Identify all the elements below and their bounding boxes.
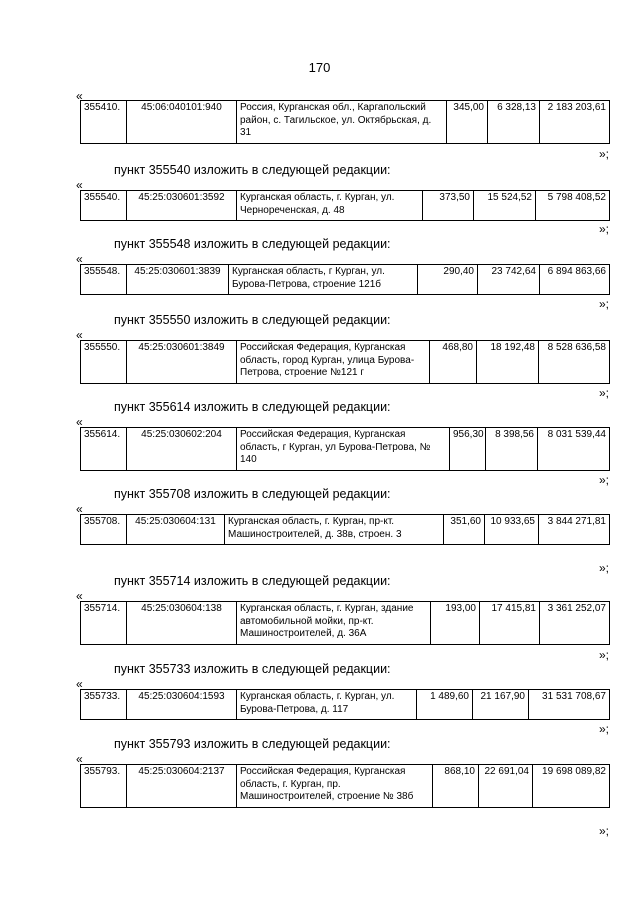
entry-block-355614	[0, 400, 639, 488]
area: 290,40	[418, 265, 478, 295]
close-quote: »;	[598, 824, 609, 838]
area: 373,50	[423, 191, 474, 221]
unit-value: 10 933,65	[485, 515, 539, 545]
area: 468,80	[430, 341, 477, 384]
intro-text: пункт 355614 изложить в следующей редакции:	[114, 400, 391, 414]
entry-table	[80, 689, 610, 720]
entry-block-355410	[0, 90, 639, 162]
open-quote: «	[76, 589, 83, 603]
cadastral-number: 45:25:030604:131	[127, 515, 225, 545]
table-row	[81, 765, 610, 808]
cadastral-number: 45:25:030604:1593	[127, 690, 237, 720]
cadastral-number: 45:06:040101:940	[127, 101, 237, 144]
unit-value: 22 691,04	[479, 765, 533, 808]
entry-table	[80, 514, 610, 545]
entry-table	[80, 100, 610, 144]
entry-number: 355540.	[81, 191, 127, 221]
cadastral-value: 6 894 863,66	[540, 265, 610, 295]
intro-text: пункт 355714 изложить в следующей редакции:	[114, 574, 391, 588]
address: Курганская область, г Курган, ул. Бурова-Петрова, строение 121б	[229, 265, 418, 295]
intro-text: пункт 355550 изложить в следующей редакции:	[114, 313, 391, 327]
cadastral-number: 45:25:030601:3849	[127, 341, 237, 384]
area: 868,10	[433, 765, 479, 808]
table-row	[81, 515, 610, 545]
cadastral-value: 31 531 708,67	[529, 690, 610, 720]
close-quote: »;	[598, 561, 609, 575]
area: 351,60	[444, 515, 485, 545]
cadastral-value: 3 361 252,07	[540, 602, 610, 645]
entry-block-355793	[0, 737, 639, 837]
open-quote: «	[76, 328, 83, 342]
cadastral-number: 45:25:030602:204	[127, 428, 237, 471]
address: Российская Федерация, Курганская область, город Курган, улица Бурова-Петрова, строение №121 г	[237, 341, 430, 384]
cadastral-value: 2 183 203,61	[540, 101, 610, 144]
table-row	[81, 428, 610, 471]
entry-number: 355714.	[81, 602, 127, 645]
cadastral-number: 45:25:030601:3592	[127, 191, 237, 221]
close-quote: »;	[598, 147, 609, 161]
entry-block-355714	[0, 574, 639, 662]
intro-text: пункт 355733 изложить в следующей редакции:	[114, 662, 391, 676]
table-row	[81, 690, 610, 720]
area: 956,30	[450, 428, 486, 471]
entry-number: 355733.	[81, 690, 127, 720]
intro-text: пункт 355540 изложить в следующей редакции:	[114, 163, 391, 177]
area: 1 489,60	[417, 690, 473, 720]
entry-block-355550	[0, 313, 639, 401]
entry-table	[80, 601, 610, 645]
table-row	[81, 341, 610, 384]
open-quote: «	[76, 252, 83, 266]
table-row	[81, 602, 610, 645]
entry-block-355548	[0, 237, 639, 311]
entry-table	[80, 190, 610, 221]
cadastral-number: 45:25:030604:2137	[127, 765, 237, 808]
cadastral-value: 19 698 089,82	[533, 765, 610, 808]
entry-table	[80, 340, 610, 384]
page-number: 170	[308, 60, 331, 75]
open-quote: «	[76, 89, 83, 103]
open-quote: «	[76, 752, 83, 766]
address: Курганская область, г. Курган, пр-кт. Машиностроителей, д. 38в, строен. 3	[225, 515, 444, 545]
address: Российская Федерация, Курганская область, г Курган, ул Бурова-Петрова, № 140	[237, 428, 450, 471]
intro-text: пункт 355793 изложить в следующей редакции:	[114, 737, 391, 751]
entry-number: 355793.	[81, 765, 127, 808]
area: 193,00	[431, 602, 480, 645]
address: Курганская область, г. Курган, ул. Чернореченская, д. 48	[237, 191, 423, 221]
entry-number: 355410.	[81, 101, 127, 144]
table-row	[81, 265, 610, 295]
cadastral-number: 45:25:030604:138	[127, 602, 237, 645]
open-quote: «	[76, 502, 83, 516]
open-quote: «	[76, 677, 83, 691]
close-quote: »;	[598, 297, 609, 311]
close-quote: »;	[598, 473, 609, 487]
entry-number: 355550.	[81, 341, 127, 384]
close-quote: »;	[598, 222, 609, 236]
intro-text: пункт 355548 изложить в следующей редакции:	[114, 237, 391, 251]
table-row	[81, 191, 610, 221]
entry-block-355708	[0, 487, 639, 575]
entry-table	[80, 764, 610, 808]
close-quote: »;	[598, 386, 609, 400]
address: Курганская область, г. Курган, здание автомобильной мойки, пр-кт. Машиностроителей, д. 36А	[237, 602, 431, 645]
area: 345,00	[447, 101, 488, 144]
intro-text: пункт 355708 изложить в следующей редакции:	[114, 487, 391, 501]
entry-block-355540	[0, 163, 639, 235]
entry-table	[80, 427, 610, 471]
unit-value: 17 415,81	[480, 602, 540, 645]
entry-block-355733	[0, 662, 639, 736]
unit-value: 15 524,52	[474, 191, 536, 221]
entry-table	[80, 264, 610, 295]
entry-number: 355708.	[81, 515, 127, 545]
address: Российская Федерация, Курганская область, г. Курган, пр. Машиностроителей, строение № 38б	[237, 765, 433, 808]
address: Курганская область, г. Курган, ул. Бурова-Петрова, д. 117	[237, 690, 417, 720]
entry-number: 355614.	[81, 428, 127, 471]
open-quote: «	[76, 415, 83, 429]
unit-value: 23 742,64	[478, 265, 540, 295]
cadastral-value: 5 798 408,52	[536, 191, 610, 221]
open-quote: «	[76, 178, 83, 192]
unit-value: 21 167,90	[473, 690, 529, 720]
unit-value: 8 398,56	[486, 428, 538, 471]
close-quote: »;	[598, 648, 609, 662]
close-quote: »;	[598, 722, 609, 736]
unit-value: 6 328,13	[488, 101, 540, 144]
cadastral-value: 3 844 271,81	[539, 515, 610, 545]
cadastral-value: 8 528 636,58	[539, 341, 610, 384]
address: Россия, Курганская обл., Каргапольский район, с. Тагильское, ул. Октябрьская, д. 31	[237, 101, 447, 144]
cadastral-value: 8 031 539,44	[538, 428, 610, 471]
unit-value: 18 192,48	[477, 341, 539, 384]
cadastral-number: 45:25:030601:3839	[127, 265, 229, 295]
table-row	[81, 101, 610, 144]
entry-number: 355548.	[81, 265, 127, 295]
